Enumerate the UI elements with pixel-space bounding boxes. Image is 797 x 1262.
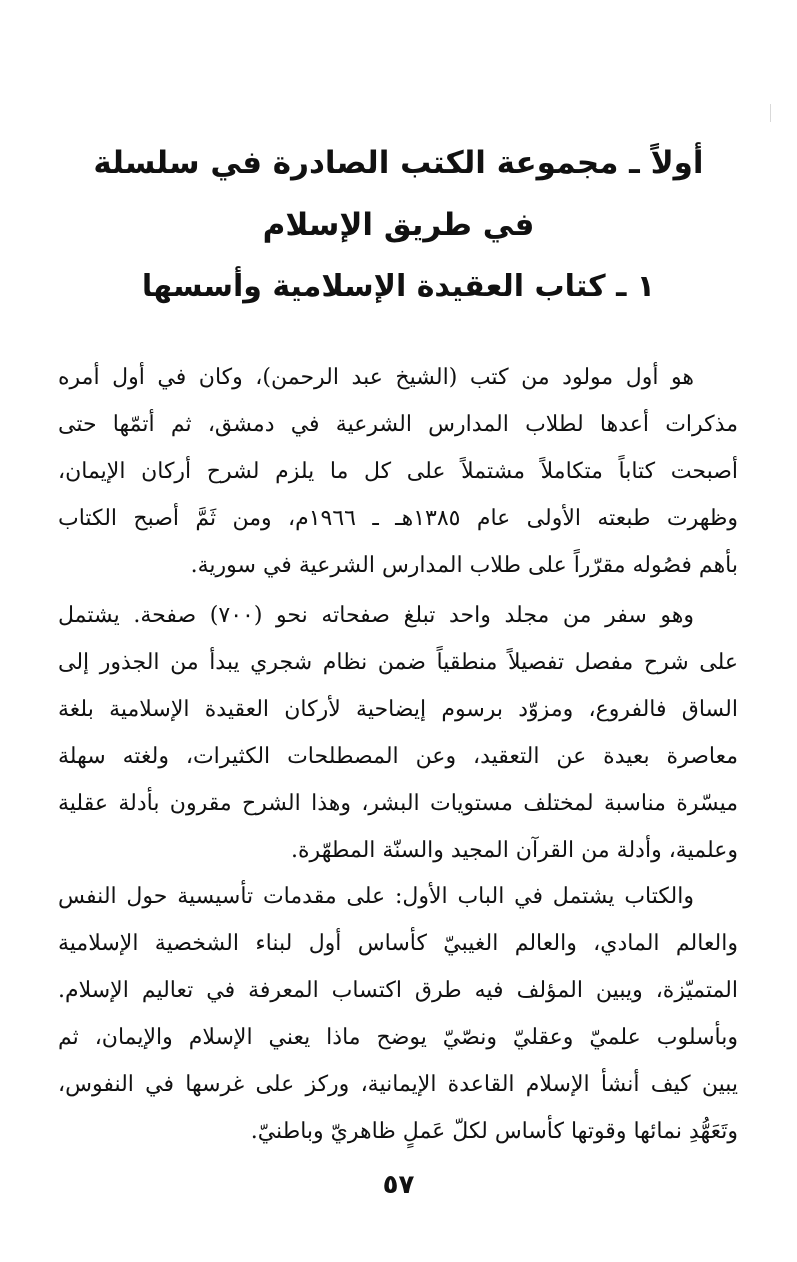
text-line: وبأسلوب علميّ وعقليّ ونصّيّ يوضح ماذا يعني الإسلام والإيمان، ثم xyxy=(58,1025,738,1050)
text-line: الساق فالفروع، ومزوّد برسوم إيضاحية لأركان العقيدة الإسلامية بلغة xyxy=(58,697,738,722)
text-line: وعلمية، وأدلة من القرآن المجيد والسنّة المطهّرة. xyxy=(291,838,738,863)
text-line: ميسّرة مناسبة لمختلف مستويات البشر، وهذا الشرح مقرون بأدلة عقلية xyxy=(58,791,738,816)
text-line: يبين كيف أنشأ الإسلام القاعدة الإيمانية، وركز على غرسها في النفوس، xyxy=(58,1072,738,1097)
text-line: على شرح مفصل تفصيلاً منطقياً ضمن نظام شجري يبدأ من الجذور إلى xyxy=(58,650,738,675)
text-line: بأهم فصُوله مقرّراً على طلاب المدارس الشرعية في سورية. xyxy=(190,553,738,578)
scan-mark xyxy=(770,104,771,122)
text-line: وتَعَهُّدِ نمائها وقوتها كأساس لكلّ عَملٍ ظاهريّ وباطنيّ. xyxy=(250,1119,738,1144)
text-line: وظهرت طبعته الأولى عام ١٣٨٥هـ ـ ١٩٦٦م، ومن ثَمَّ أصبح الكتاب xyxy=(58,506,738,531)
text-line: مذكرات أعدها لطلاب المدارس الشرعية في دمشق، ثم أتمّها حتى xyxy=(58,412,738,437)
text-line: أصبحت كتاباً متكاملاً مشتملاً على كل ما يلزم لشرح أركان الإيمان، xyxy=(58,459,738,484)
paragraph-intro xyxy=(58,354,738,589)
paragraph-contents xyxy=(58,873,738,1155)
text-line: والكتاب يشتمل في الباب الأول: على مقدمات تأسيسية حول النفس xyxy=(58,884,694,909)
text-line: والعالم المادي، والعالم الغيبيّ كأساس أول لبناء الشخصية الإسلامية xyxy=(58,931,738,956)
text-line: معاصرة بعيدة عن التعقيد، وعن المصطلحات الكثيرات، ولغته سهلة xyxy=(58,744,738,769)
section-heading: أولاً ـ مجموعة الكتب الصادرة في سلسلة xyxy=(93,145,704,181)
paragraph-description xyxy=(58,592,738,874)
text-line: وهو سفر من مجلد واحد تبلغ صفحاته نحو (٧٠٠) صفحة. يشتمل xyxy=(58,603,694,628)
page-number: ٥٧ xyxy=(382,1170,415,1200)
series-title: في طريق الإسلام xyxy=(262,207,535,243)
book-title: ١ ـ كتاب العقيدة الإسلامية وأسسها xyxy=(141,269,656,304)
text-line: هو أول مولود من كتب (الشيخ عبد الرحمن)، وكان في أول أمره xyxy=(58,365,694,390)
text-line: المتميّزة، ويبين المؤلف فيه طرق اكتساب المعرفة في تعاليم الإسلام. xyxy=(58,978,738,1003)
